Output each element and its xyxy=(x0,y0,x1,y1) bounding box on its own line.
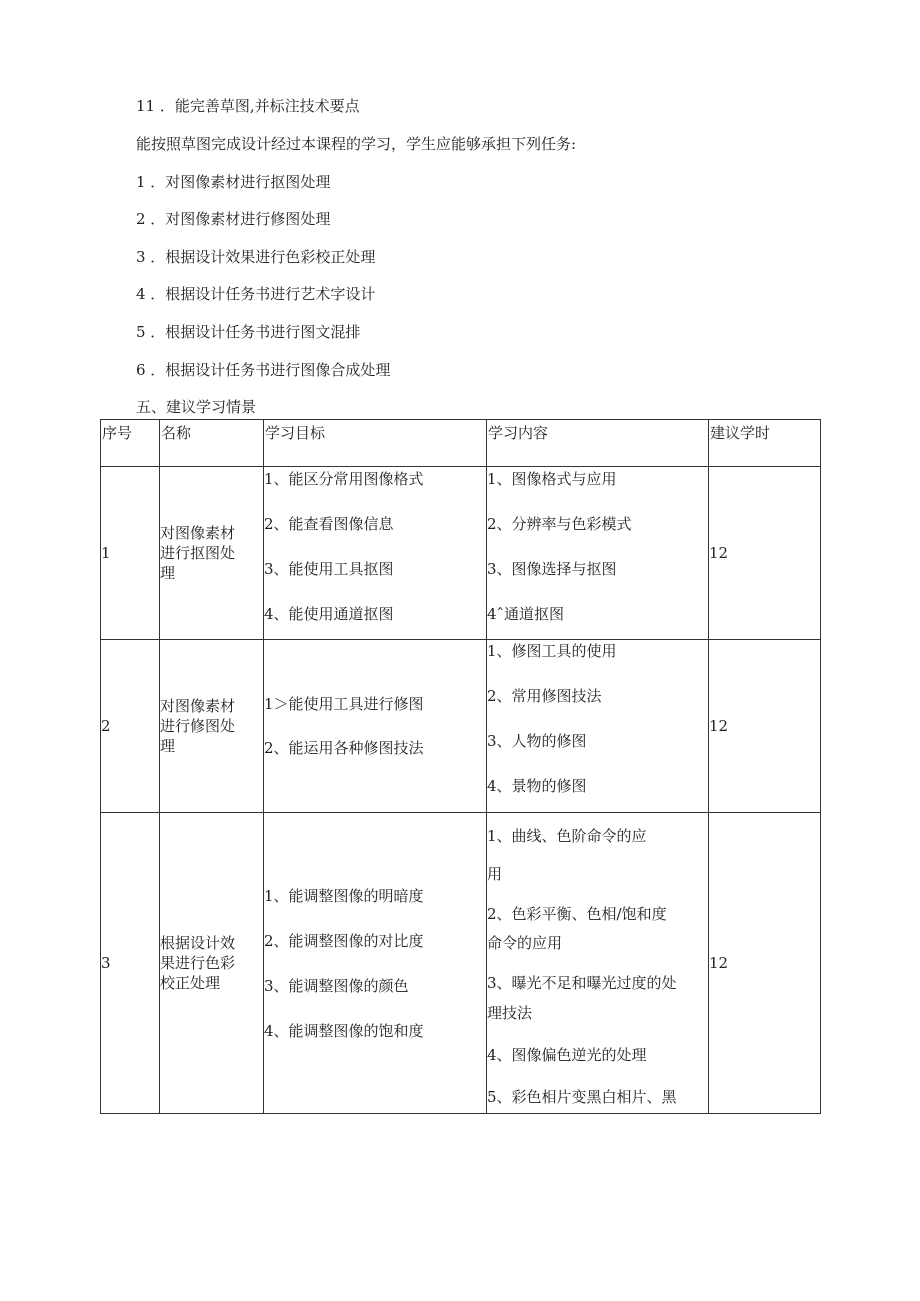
learning-scenarios-table xyxy=(100,419,821,1114)
task-item-6: 6 ．根据设计任务书进行图像合成处理 xyxy=(136,361,391,379)
row-no: 1 xyxy=(101,467,160,640)
row-hours: 12 xyxy=(709,813,821,1114)
header-no: 序号 xyxy=(101,420,160,467)
row-hours: 12 xyxy=(709,467,821,640)
row-no: 3 xyxy=(101,813,160,1114)
row-contents: 1、曲线、色阶命令的应 用 2、色彩平衡、色相/饱和度 命令的应用 3、曝光不足和曝光过度的处 理技法 4、图像偏色逆光的处理 5、彩色相片变黑白相片、黑 xyxy=(487,813,709,1114)
row-goals: 1、能区分常用图像格式 2、能查看图像信息 3、能使用工具抠图 4、能使用通道抠图 xyxy=(264,467,487,640)
row-contents: 1、图像格式与应用 2、分辨率与色彩模式 3、图像选择与抠图 4ˆ通道抠图 xyxy=(487,467,709,640)
header-goals: 学习目标 xyxy=(264,420,487,467)
section-title: 五、建议学习情景 xyxy=(136,398,257,416)
row-name: 对图像素材 进行抠图处 理 xyxy=(160,467,264,640)
task-item-2: 2 ．对图像素材进行修图处理 xyxy=(136,210,331,228)
intro-line-2: 能按照草图完成设计经过本课程的学习，学生应能够承担下列任务: xyxy=(136,135,577,153)
task-item-1: 1 ．对图像素材进行抠图处理 xyxy=(136,173,331,191)
table-header-row xyxy=(101,420,821,467)
row-name: 对图像素材 进行修图处 理 xyxy=(160,640,264,813)
task-item-5: 5 ．根据设计任务书进行图文混排 xyxy=(136,323,361,341)
row-goals: 1＞能使用工具进行修图 2、能运用各种修图技法 xyxy=(264,640,487,813)
table-row xyxy=(101,813,821,1114)
row-no: 2 xyxy=(101,640,160,813)
header-name: 名称 xyxy=(160,420,264,467)
header-contents: 学习内容 xyxy=(487,420,709,467)
table-row xyxy=(101,640,821,813)
task-item-4: 4 ．根据设计任务书进行艺术字设计 xyxy=(136,285,376,303)
header-hours: 建议学时 xyxy=(709,420,821,467)
task-item-3: 3 ．根据设计效果进行色彩校正处理 xyxy=(136,248,376,266)
row-goals: 1、能调整图像的明暗度 2、能调整图像的对比度 3、能调整图像的颜色 4、能调整图像的饱和度 xyxy=(264,813,487,1114)
row-name: 根据设计效 果进行色彩 校正处理 xyxy=(160,813,264,1114)
row-hours: 12 xyxy=(709,640,821,813)
row-contents: 1、修图工具的使用 2、常用修图技法 3、人物的修图 4、景物的修图 xyxy=(487,640,709,813)
table-row xyxy=(101,467,821,640)
intro-line-1: 11 ．能完善草图,并标注技术要点 xyxy=(136,97,360,115)
